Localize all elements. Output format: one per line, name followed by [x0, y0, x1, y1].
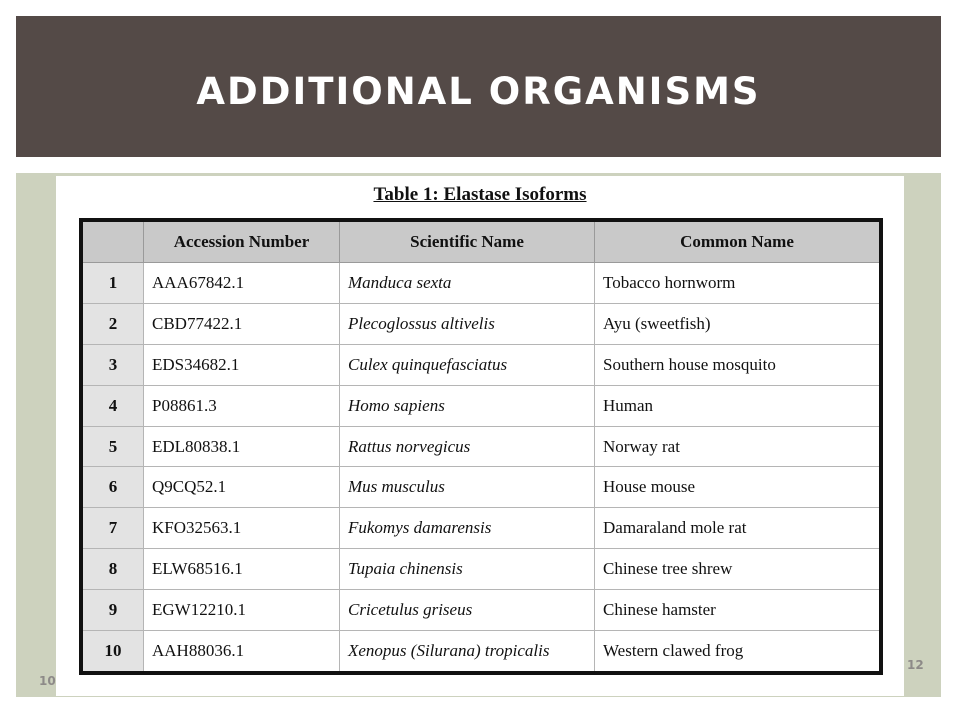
- common-name: Norway rat: [595, 426, 882, 467]
- scientific-name: Mus musculus: [340, 467, 595, 508]
- scientific-name: Manduca sexta: [340, 263, 595, 304]
- common-name: Chinese tree shrew: [595, 549, 882, 590]
- header-common-name: Common Name: [595, 220, 882, 263]
- row-number: 4: [81, 385, 144, 426]
- table-row: [81, 303, 881, 344]
- common-name: Southern house mosquito: [595, 344, 882, 385]
- common-name: Western clawed frog: [595, 631, 882, 673]
- table-row: [81, 508, 881, 549]
- row-number: 1: [81, 263, 144, 304]
- table-row: [81, 344, 881, 385]
- footer-date: 10: [39, 674, 56, 688]
- slide-number: 12: [907, 658, 924, 672]
- accession-number: CBD77422.1: [144, 303, 340, 344]
- row-number: 2: [81, 303, 144, 344]
- scientific-name: Culex quinquefasciatus: [340, 344, 595, 385]
- table-caption: [56, 184, 904, 206]
- scientific-name: Homo sapiens: [340, 385, 595, 426]
- scientific-name: Xenopus (Silurana) tropicalis: [340, 631, 595, 673]
- common-name: Damaraland mole rat: [595, 508, 882, 549]
- scientific-name: Fukomys damarensis: [340, 508, 595, 549]
- accession-number: Q9CQ52.1: [144, 467, 340, 508]
- scientific-name: Tupaia chinensis: [340, 549, 595, 590]
- common-name: Tobacco hornworm: [595, 263, 882, 304]
- common-name: House mouse: [595, 467, 882, 508]
- table-caption-text: Table 1: Elastase Isoforms: [373, 184, 587, 205]
- table-figure: [56, 176, 904, 696]
- accession-number: EDL80838.1: [144, 426, 340, 467]
- scientific-name: Plecoglossus altivelis: [340, 303, 595, 344]
- common-name: Chinese hamster: [595, 590, 882, 631]
- table-row: [81, 590, 881, 631]
- scientific-name: Cricetulus griseus: [340, 590, 595, 631]
- accession-number: ELW68516.1: [144, 549, 340, 590]
- accession-number: EDS34682.1: [144, 344, 340, 385]
- table-header-row: [81, 220, 881, 263]
- table-row: [81, 263, 881, 304]
- accession-number: AAH88036.1: [144, 631, 340, 673]
- common-name: Ayu (sweetfish): [595, 303, 882, 344]
- row-number: 8: [81, 549, 144, 590]
- accession-number: P08861.3: [144, 385, 340, 426]
- slide-title: ADDITIONAL ORGANISMS: [196, 70, 761, 113]
- row-number: 6: [81, 467, 144, 508]
- table-body: [81, 263, 881, 674]
- table-row: [81, 631, 881, 673]
- scientific-name: Rattus norvegicus: [340, 426, 595, 467]
- accession-number: EGW12210.1: [144, 590, 340, 631]
- slide-header: [16, 16, 941, 157]
- header-scientific-name: Scientific Name: [340, 220, 595, 263]
- row-number: 9: [81, 590, 144, 631]
- row-number: 7: [81, 508, 144, 549]
- table-row: [81, 467, 881, 508]
- header-accession-number: Accession Number: [144, 220, 340, 263]
- elastase-isoforms-table: [79, 218, 883, 675]
- accession-number: AAA67842.1: [144, 263, 340, 304]
- accession-number: KFO32563.1: [144, 508, 340, 549]
- table-row: [81, 549, 881, 590]
- row-number: 3: [81, 344, 144, 385]
- header-index: [81, 220, 144, 263]
- common-name: Human: [595, 385, 882, 426]
- table-row: [81, 426, 881, 467]
- row-number: 5: [81, 426, 144, 467]
- table-row: [81, 385, 881, 426]
- row-number: 10: [81, 631, 144, 673]
